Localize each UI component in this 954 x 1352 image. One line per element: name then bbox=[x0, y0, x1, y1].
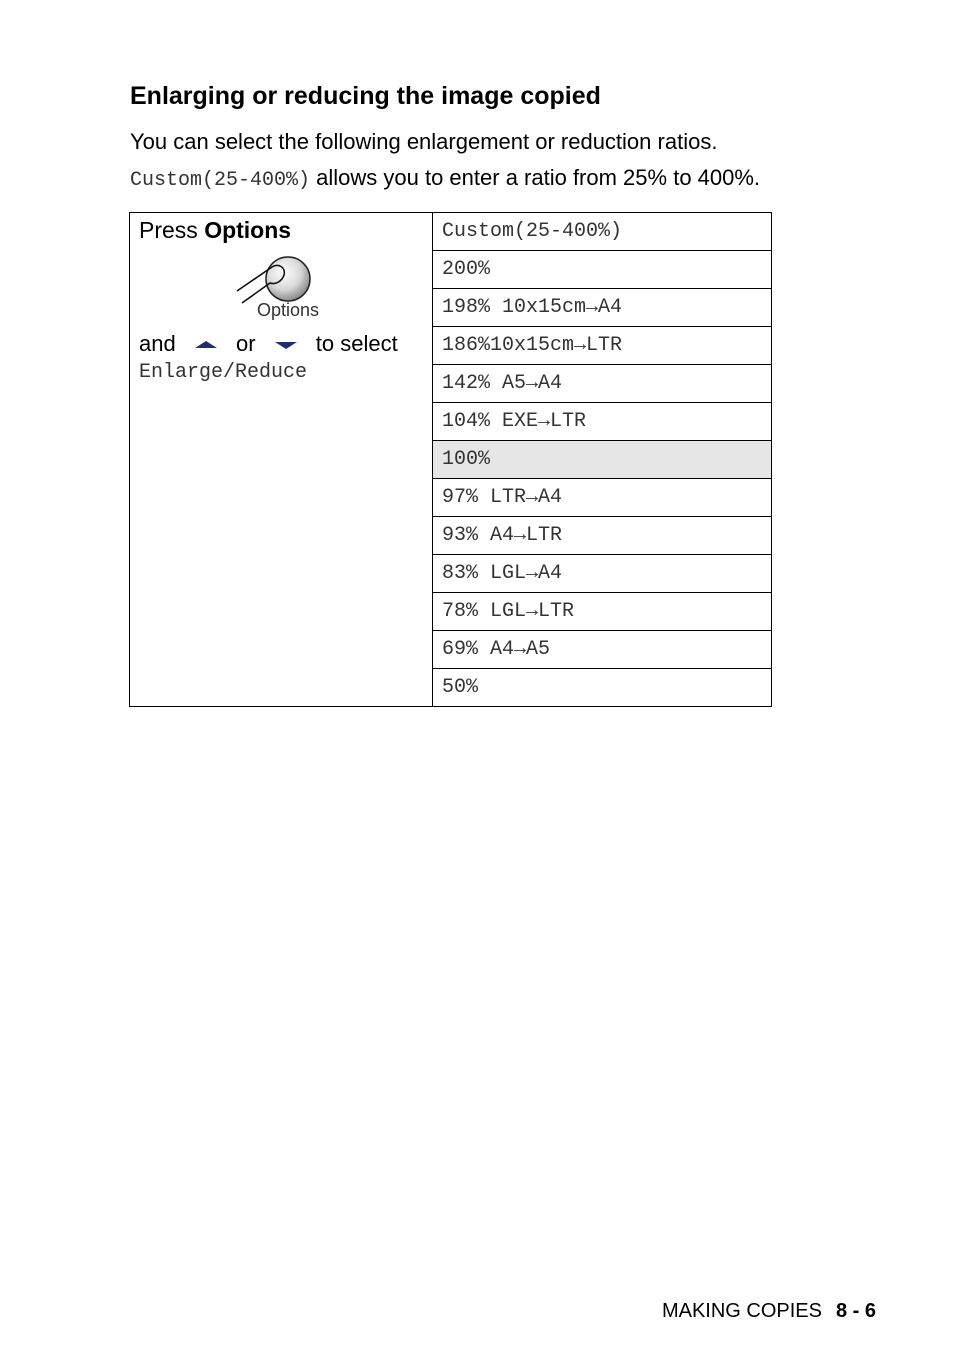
instructions-cell bbox=[130, 213, 433, 707]
option-cell: 104% EXE→LTR bbox=[433, 403, 772, 441]
options-button-label: Options bbox=[256, 300, 320, 320]
intro-text bbox=[130, 124, 760, 199]
option-cell: 200% bbox=[433, 251, 772, 289]
option-cell: 93% A4→LTR bbox=[433, 517, 772, 555]
select-instruction bbox=[139, 329, 432, 359]
options-key-label: Options bbox=[204, 217, 292, 243]
option-cell: 50% bbox=[433, 669, 772, 707]
or-label: or bbox=[235, 331, 256, 356]
option-cell: 186%10x15cm→LTR bbox=[433, 327, 772, 365]
option-cell: 198% 10x15cm→A4 bbox=[433, 289, 772, 327]
ratio-table bbox=[129, 212, 772, 707]
intro-line-2 bbox=[130, 160, 760, 199]
page-heading: Enlarging or reducing the image copied bbox=[130, 82, 601, 110]
option-cell: 97% LTR→A4 bbox=[433, 479, 772, 517]
page-footer bbox=[662, 1300, 876, 1323]
to-select-label: to select bbox=[315, 331, 398, 356]
intro-line-1: You can select the following enlargement or reduction ratios. bbox=[130, 129, 718, 154]
down-arrow-icon bbox=[274, 340, 298, 350]
and-label: and bbox=[139, 331, 176, 356]
option-cell: Custom(25-400%) bbox=[433, 213, 772, 251]
press-label: Press bbox=[139, 217, 205, 243]
footer-section: MAKING COPIES bbox=[661, 1300, 822, 1322]
menu-name: Enlarge/Reduce bbox=[139, 361, 308, 384]
option-cell: 83% LGL→A4 bbox=[433, 555, 772, 593]
option-cell: 142% A5→A4 bbox=[433, 365, 772, 403]
custom-ratio-code: Custom(25-400%) bbox=[130, 169, 311, 192]
footer-page-number: 8 - 6 bbox=[835, 1300, 876, 1322]
option-cell-selected: 100% bbox=[433, 441, 772, 479]
option-cell: 69% A4→A5 bbox=[433, 631, 772, 669]
press-options-line bbox=[139, 215, 432, 245]
custom-ratio-description: allows you to enter a ratio from 25% to 400%. bbox=[310, 165, 761, 190]
up-arrow-icon bbox=[194, 340, 218, 350]
option-cell: 78% LGL→LTR bbox=[433, 593, 772, 631]
options-button-icon[interactable] bbox=[232, 251, 332, 331]
